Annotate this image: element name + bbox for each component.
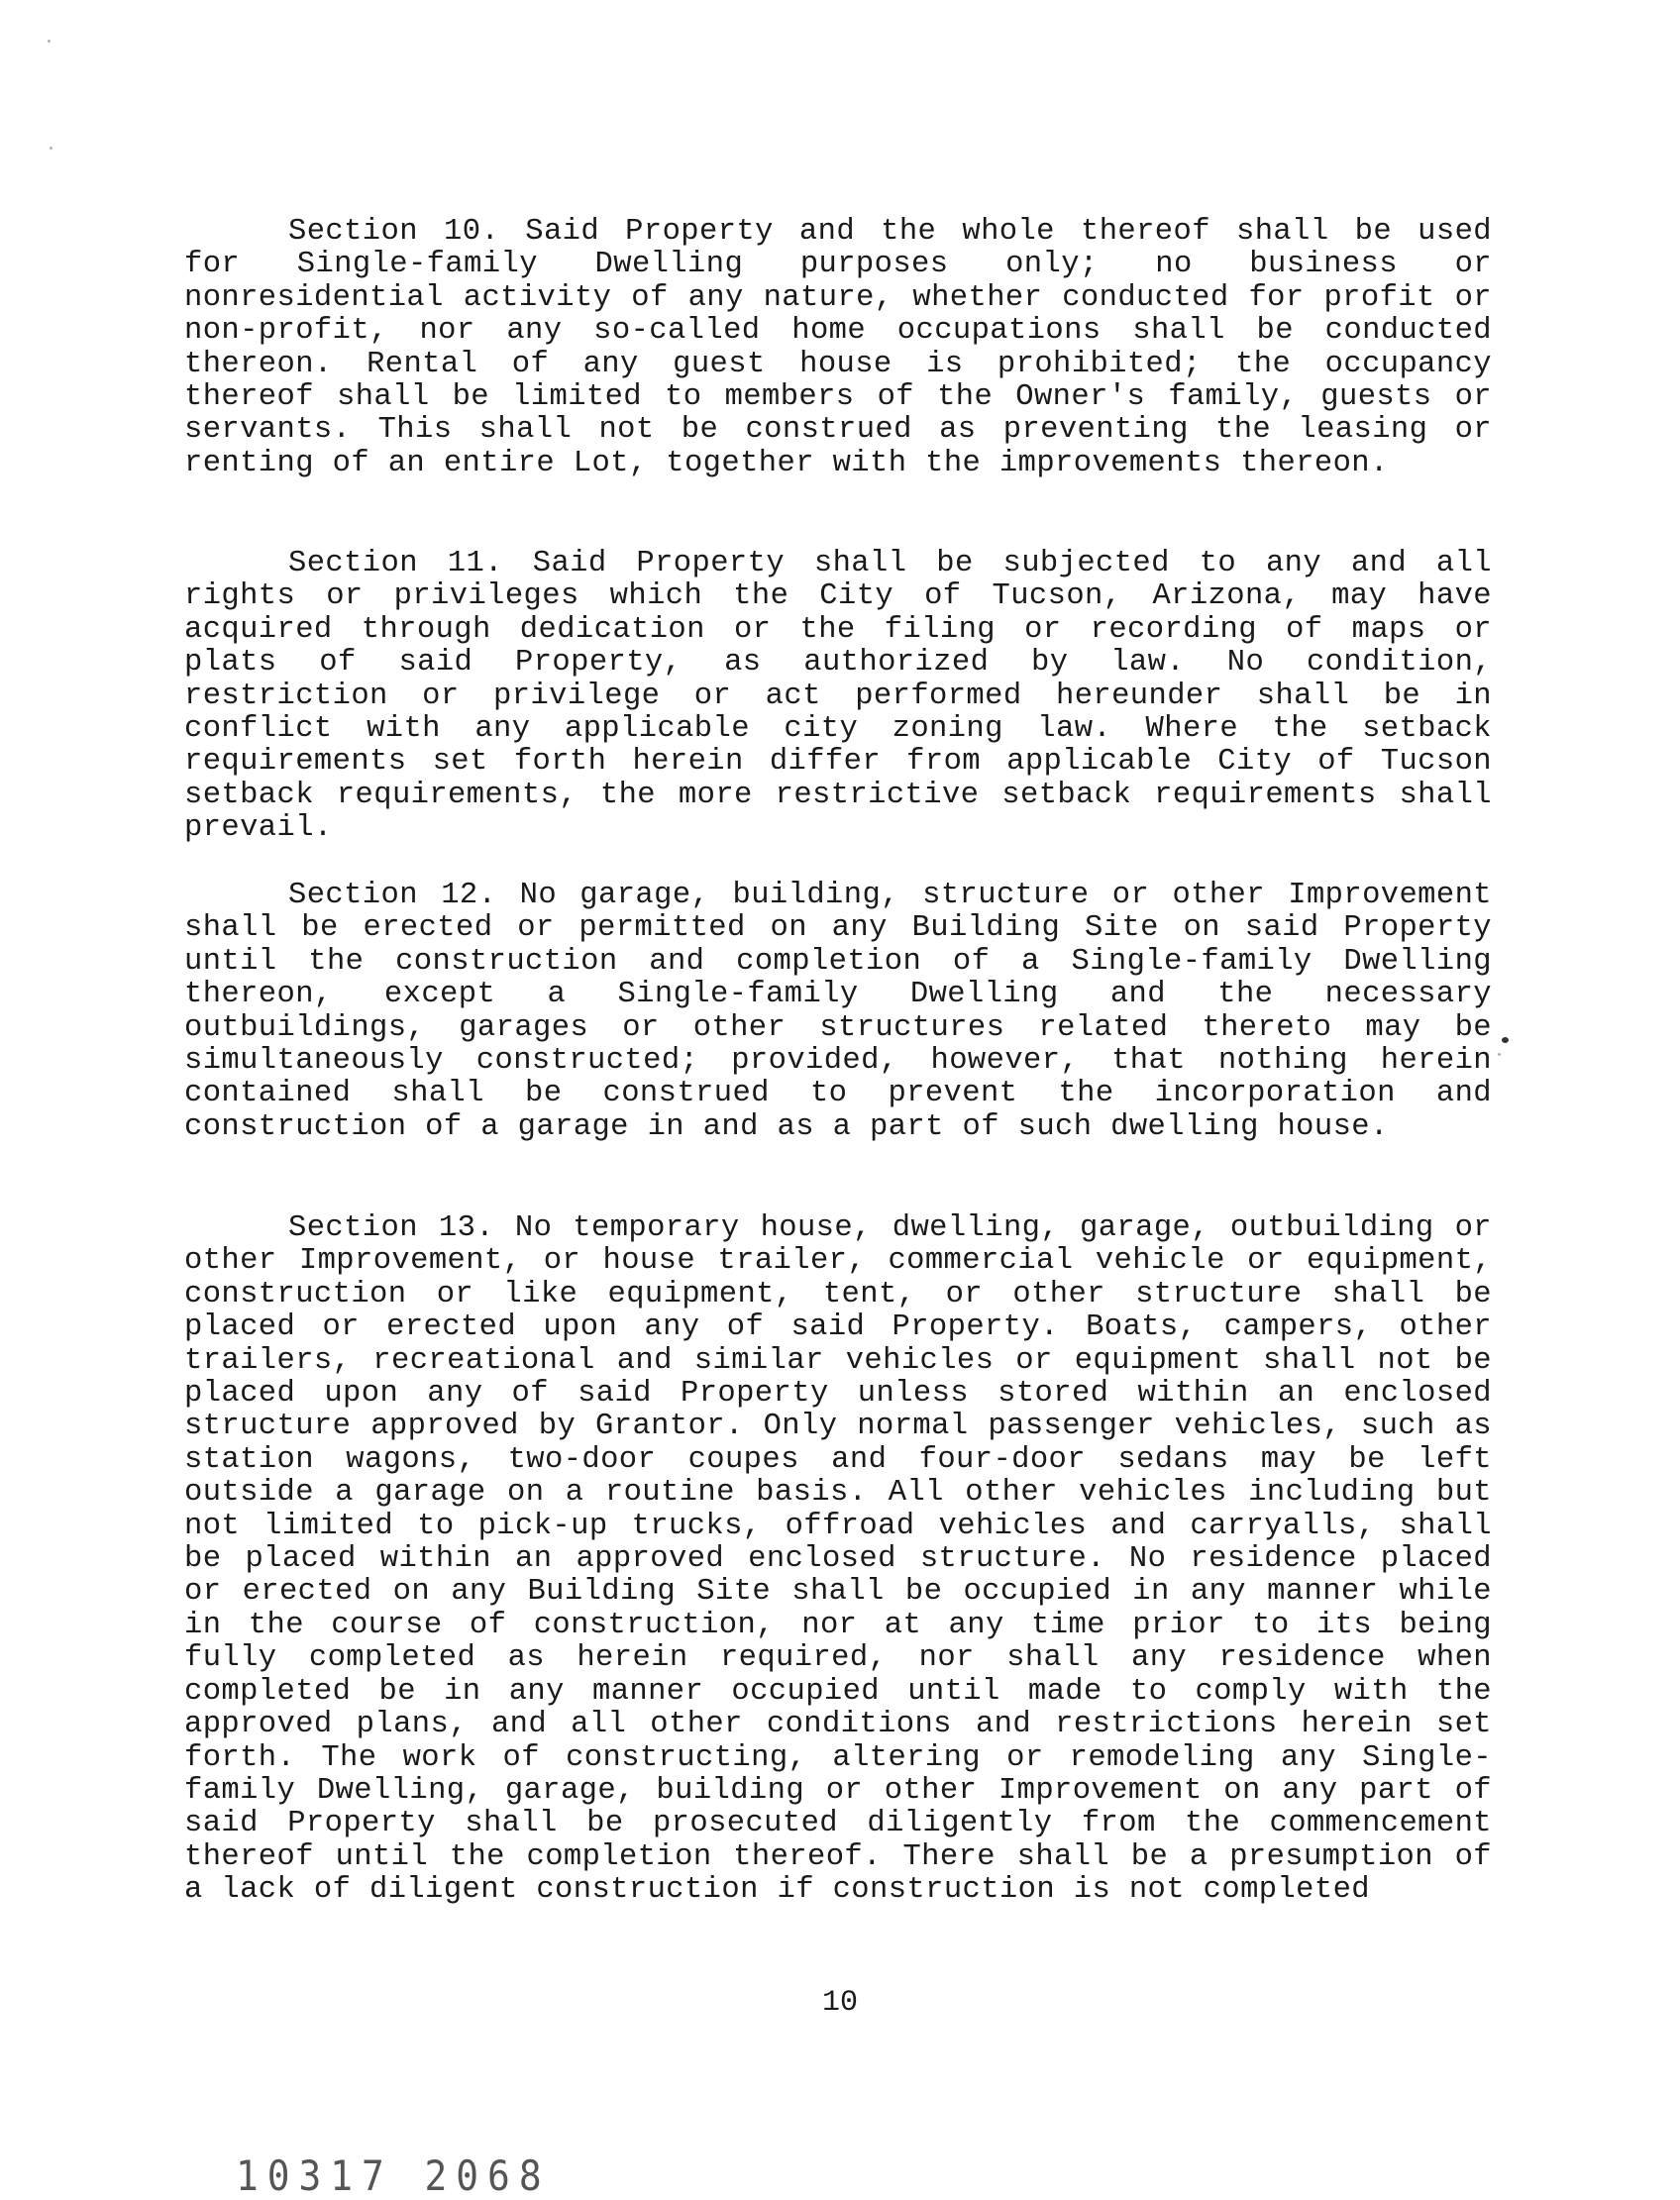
- section-13-paragraph: Section 13. No temporary house, dwelling, garage, outbuilding or other Improvement, or house trailer, commercial vehicle or equipment, construction or like equipment, tent, or other structure shall be placed or erected upon any of said Property. Boats, campers, other trailers, recreational and similar vehicles or equipment shall not be placed upon any of said Property unless stored within an enclosed structure approved by Grantor. Only normal passenger vehicles, such as station wagons, two-door coupes and four-door sedans may be left outside a garage on a routine basis. All other vehicles including but not limited to pick-up trucks, offroad vehicles and carryalls, shall be placed within an approved enclosed structure. No residence placed or erected on any Building Site shall be occupied in any manner while in the course of construction, nor at any time prior to its being fully completed as herein required, nor shall any residence when completed be in any manner occupied until made to comply with the approved plans, and all other conditions and restrictions herein set forth. The work of constructing, altering or remodeling any Single-family Dwelling, garage, building or other Improvement on any part of said Property shall be prosecuted diligently from the commencement thereof until the completion thereof. There shall be a presumption of a lack of diligent construction if construction is not completed: [184, 1211, 1492, 1908]
- section-12-paragraph: Section 12. No garage, building, structure or other Improvement shall be erected or permitted on any Building Site on said Property until the construction and completion of a Single-family Dwelling thereon, except a Single-family Dwelling and the necessary outbuildings, garages or other structures related thereto may be simultaneously constructed; provided, however, that nothing herein contained shall be construed to prevent the incorporation and construction of a garage in and as a part of such dwelling house.: [184, 879, 1492, 1144]
- page-number: 10: [821, 1986, 858, 2020]
- scan-speck-faint: [50, 147, 52, 150]
- scan-speck-faint: [1498, 1053, 1501, 1056]
- scan-speck-faint: [48, 40, 51, 43]
- section-11-paragraph: Section 11. Said Property shall be subjected to any and all rights or privileges which the City of Tucson, Arizona, may have acquired through dedication or the filing or recording of maps or plats of said Property, as authorized by law. No condition, restriction or privilege or act performed hereunder shall be in conflict with any applicable city zoning law. Where the setback requirements set forth herein differ from applicable City of Tucson setback requirements, the more restrictive setback requirements shall prevail.: [184, 547, 1492, 846]
- section-10-paragraph: Section 10. Said Property and the whole thereof shall be used for Single-family Dwelling purposes only; no business or nonresidential activity of any nature, whether conducted for profit or non-profit, nor any so-called home occupations shall be conducted thereon. Rental of any guest house is prohibited; the occupancy thereof shall be limited to members of the Owner's family, guests or servants. This shall not be construed as preventing the leasing or renting of an entire Lot, together with the improvements thereon.: [184, 215, 1492, 480]
- scan-speck: [1502, 1037, 1509, 1043]
- recording-stamp: 10317 2068: [236, 2151, 551, 2200]
